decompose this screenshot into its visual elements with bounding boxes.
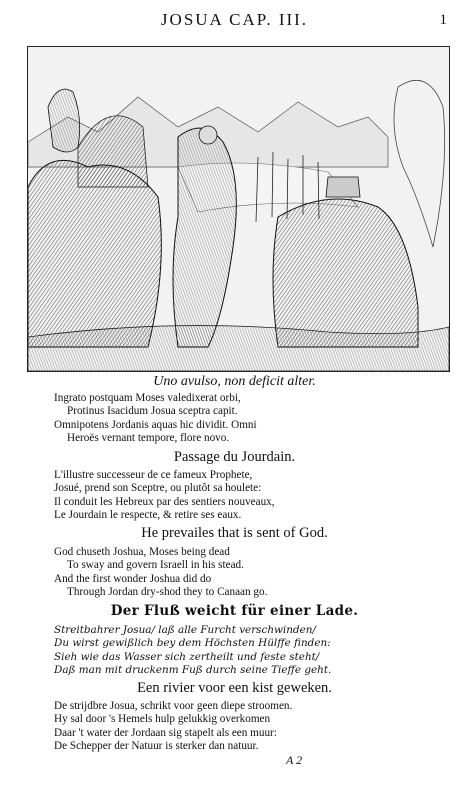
verse-line: Hy sal door 's Hemels hulp gelukkig overkomen [54,713,271,726]
verse-line: To sway and govern Israell in his stead. [67,559,244,572]
french-heading: Passage du Jourdain. [173,449,296,465]
german-verse [54,624,444,677]
rider-head [199,126,217,144]
dutch-heading: Een rivier voor een kist geweken. [137,680,332,696]
verse-line: De Schepper der Natuur is sterker dan natuur. [54,739,259,752]
signature-mark: A 2 [286,753,303,767]
verse-line: L'illustre successeur de ce fameux Prophete, [54,469,253,481]
verse-line: Du wirst gewißlich bey dem Höchsten Hülffe finden: [54,637,331,650]
german-heading: Der Fluß weicht für einer Lade. [110,603,359,619]
verse-line: Through Jordan dry-shod they to Canaan go. [67,585,268,598]
verse-line: And the first wonder Joshua did do [54,572,212,585]
english-heading: He prevailes that is sent of God. [141,525,328,541]
verse-line: Josué, prend son Sceptre, ou plutôt sa houlete: [54,482,262,495]
running-head: JOSUA CAP. III. [160,10,309,29]
engraving-plate [27,46,450,372]
engraving-illustration [28,47,449,371]
verse-line: God chuseth Joshua, Moses being dead [54,546,230,558]
page-number: 1 [439,12,447,28]
verse-line: Daß man mit druckenm Fuß durch seine Tieffe geht. [54,663,332,676]
camel-left [48,89,80,152]
verse-line: Le Jourdain le respecte, & retire ses eaux. [54,508,242,521]
ark-of-covenant [326,177,360,197]
verse-line: Heroës vernant tempore, flore novo. [67,431,230,444]
verse-line: Il conduit les Hebreux par des sentiers nouveaux, [54,495,275,508]
verse-line: Ingrato postquam Moses valedixerat orbi, [54,392,241,404]
crowd-left [28,160,161,347]
french-verse [54,469,444,522]
verse-line: De strijdbre Josua, schrikt voor geen diepe stroomen. [54,700,293,712]
english-verse [54,546,444,599]
verse-line: Daar 't water der Jordaan sig stapelt als een muur: [54,726,277,739]
plate-caption: Uno avulso, non deficit alter. [153,374,316,389]
verse-line: Streitbahrer Josua/ laß alle Furcht verschwinden/ [54,624,316,636]
verse-line: Sieh wie das Wasser sich zertheilt und feste steht/ [54,650,320,663]
dutch-verse [54,700,444,753]
verse-line: Omnipotens Jordanis aquas hic dividit. Omni [54,418,257,431]
verse-line: Protinus Isacidum Josua sceptra capit. [67,405,238,418]
latin-verse [54,392,444,445]
